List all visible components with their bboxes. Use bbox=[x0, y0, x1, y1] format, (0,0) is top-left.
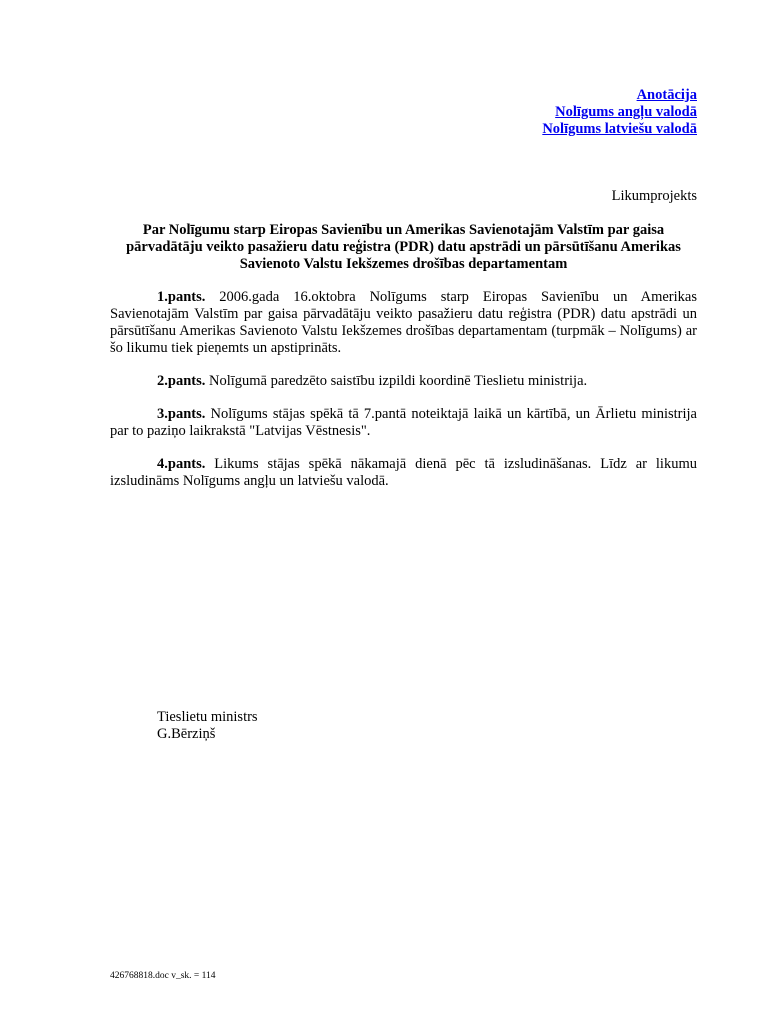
document-links bbox=[542, 87, 697, 138]
article-number: 1.pants. bbox=[157, 289, 206, 305]
document-title: Par Nolīgumu starp Eiropas Savienību un Amerikas Savienotajām Valstīm par gaisa pārvadātāju veikto pasažieru datu reģistra (PDR) datu apstrādi un pārsūtīšanu Amerikas Savienoto Valstu Iekšzemes drošības departamentam bbox=[126, 222, 681, 272]
link-annotation[interactable]: Anotācija bbox=[636, 87, 697, 103]
signatory-position: Tieslietu ministrs bbox=[157, 709, 258, 725]
article-text: Nolīgumā paredzēto saistību izpildi koordinē Tieslietu ministrija. bbox=[208, 373, 588, 389]
link-agreement-english[interactable]: Nolīgums angļu valodā bbox=[555, 104, 697, 120]
article-text: Nolīgums stājas spēkā tā 7.pantā noteiktajā laikā un kārtībā, un Ārlietu ministrija par to paziņo laikrakstā "Latvijas Vēstnesis". bbox=[110, 406, 697, 439]
article-number: 4.pants. bbox=[157, 456, 206, 472]
article-4 bbox=[110, 456, 697, 490]
article-2 bbox=[110, 373, 697, 390]
signature-block bbox=[157, 709, 258, 743]
document-footer: 426768818.doc v_sk. = 114 bbox=[110, 971, 216, 981]
article-number: 2.pants. bbox=[157, 373, 206, 389]
document-type-label: Likumprojekts bbox=[611, 188, 697, 204]
article-1 bbox=[110, 289, 697, 357]
article-3 bbox=[110, 406, 697, 440]
article-number: 3.pants. bbox=[157, 406, 206, 422]
article-text: 2006.gada 16.oktobra Nolīgums starp Eiropas Savienību un Amerikas Savienotajām Valstīm par gaisa pārvadātāju veikto pasažieru datu reģistra (PDR) datu apstrādi un pārsūtīšanu Amerikas Savienoto Valstu Iekšzemes drošības departamentam (turpmāk – Nolīgums) ar šo likumu tiek pieņemts un apstiprināts. bbox=[110, 289, 697, 356]
document-body bbox=[110, 289, 697, 506]
link-agreement-latvian[interactable]: Nolīgums latviešu valodā bbox=[542, 121, 697, 137]
article-text: Likums stājas spēkā nākamajā dienā pēc tā izsludināšanas. Līdz ar likumu izsludināms Nolīgums angļu un latviešu valodā. bbox=[110, 456, 697, 489]
signatory-name: G.Bērziņš bbox=[157, 726, 216, 742]
